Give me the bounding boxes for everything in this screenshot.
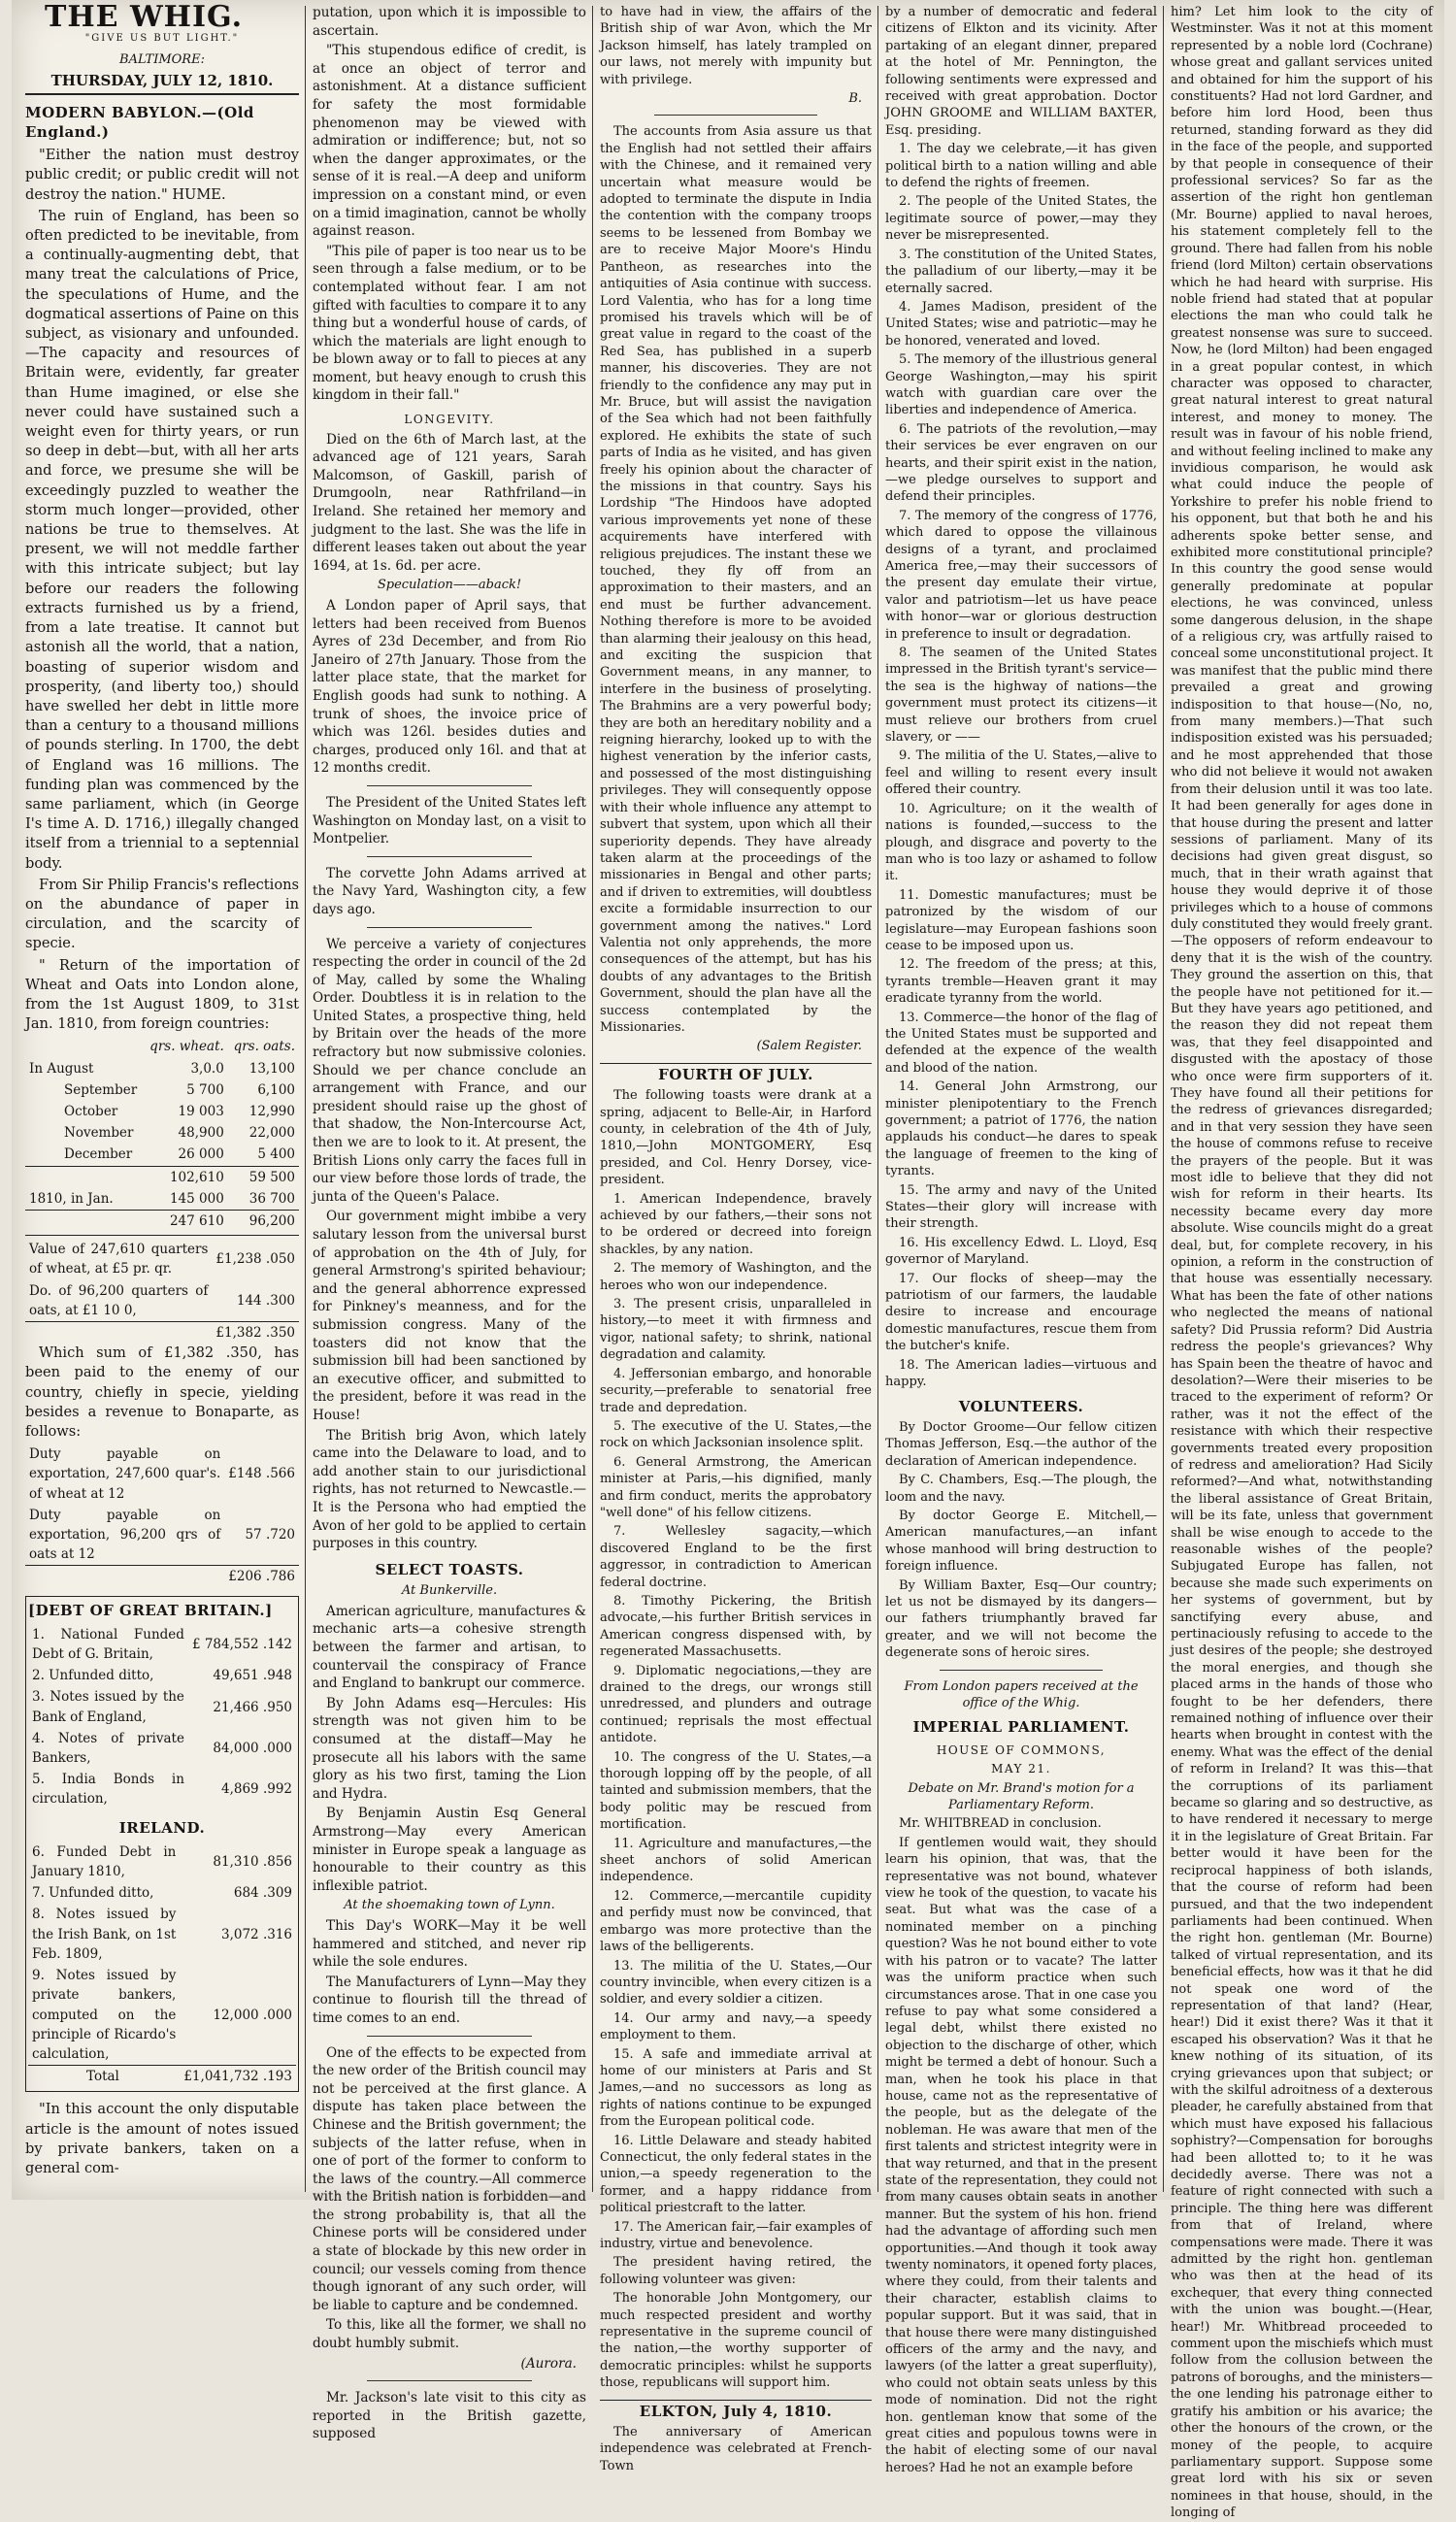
- section-title: ELKTON, July 4, 1810.: [600, 2400, 872, 2420]
- toast-item: 4. Jeffersonian embargo, and honorable security,—preferable to senatorial free trade and depredation.: [600, 1366, 872, 1415]
- column-4: [885, 4, 1157, 2475]
- section-subtitle: At Bunkerville.: [401, 1583, 498, 1599]
- toast-item: 6. General Armstrong, the American minister at Paris,—his dignified, manly and firm conduct, merits the approbatory "well done" of his fellow citizens.: [600, 1454, 872, 1520]
- toast-item: 9. The militia of the U. States,—alive to feel and willing to resent every insult offered their country.: [885, 748, 1157, 798]
- table-row: November 48,900 22,000: [64, 1125, 295, 1142]
- paragraph: putation, upon which it is impossible to ascertain.: [313, 5, 586, 39]
- paragraph: By John Adams esq—Hercules: His strength was not given him to be consumed at the distaff—May he prosecute all his labors with the same glory as his two first, taming the Lion and Hydra.: [313, 1695, 586, 1802]
- paragraph: The anniversary of American independence was celebrated at French-Town: [600, 2425, 872, 2473]
- table-row: In August 3,0.0 13,100: [29, 1060, 295, 1077]
- paragraph: The President of the United States left Washington on Monday last, on a visit to Montpelier.: [313, 794, 586, 847]
- source-note: From London papers received at the office of the Whig.: [904, 1678, 1139, 1710]
- section-title: VOLUNTEERS.: [958, 1397, 1084, 1415]
- dateline-date: THURSDAY, JULY 12, 1810.: [25, 71, 299, 95]
- grain-table: qrs. wheat. qrs. oats. In August 3,0.0 13,100 September 5 700 6,100 October 19 003 12,990 November 48,900 22,000 December 26 000 5 400 102,610 59 500 1810, in Jan. 145 000 36 700 247 610 96,200: [25, 1036, 299, 1232]
- toast-item: 15. A safe and immediate arrival at home of our ministers at Paris and St James,—and no successors as long as rights of nations continue to be expunged from the European political code.: [600, 2046, 872, 2130]
- toast-item: 18. The American ladies—virtuous and happy.: [885, 1357, 1157, 1390]
- table-row: Total £1,041,732 .193: [28, 2066, 296, 2088]
- paragraph: Which sum of £1,382 .350, has been paid to the enemy of our country, chiefly in specie, yielding besides a revenue to Bonaparte, as follows:: [25, 1344, 299, 1441]
- ireland-table: [28, 1842, 296, 2087]
- debt-title: [DEBT OF GREAT BRITAIN.]: [28, 1601, 273, 1619]
- table-row: 1810, in Jan. 145 000 36 700: [29, 1190, 295, 1207]
- table-row: Do. of 96,200 quarters of oats, at £1 10 0, 144 .300: [29, 1282, 295, 1318]
- table-row: Duty payable on exportation, 247,600 quar's. of wheat at 12 £148 .566: [29, 1446, 295, 1502]
- paragraph: Mr. Jackson's late visit to this city as reported in the British gazette, supposed: [313, 2390, 586, 2442]
- section-title: Speculation——aback!: [377, 578, 522, 593]
- toast-item: 15. The army and navy of the United States—their glory will increase with their strength.: [885, 1182, 1157, 1232]
- column-1: [25, 0, 299, 2194]
- value-table: [25, 1239, 299, 1344]
- toast-item: 10. Agriculture; on it the wealth of nations is founded,—success to the plough, and disgrace and poverty to the man who is too lazy or ashamed to follow it.: [885, 801, 1157, 884]
- column-2: [313, 4, 586, 2442]
- paragraph: By Benjamin Austin Esq General Armstrong—May every American minister in Europe speak a language as honourable to their country as this inflexible patriot.: [313, 1806, 586, 1894]
- column-5: [1171, 4, 1433, 2521]
- toast-item: 9. Diplomatic negociations,—they are drained to the dregs, our wrongs still unredressed, and plunders and outrage continued; reprisals the most effectual antidote.: [600, 1663, 872, 1746]
- paragraph: Died on the 6th of March last, at the advanced age of 121 years, Sarah Malcomson, of Gaskill, parish of Drumgooln, near Rathfriland—in Ireland. She retained her memory and judgment to the last. She was the life in different leases taken out about the year 1694, at 1s. 6d. per acre.: [313, 431, 586, 574]
- toast-item: By Doctor Groome—Our fellow citizen Thomas Jefferson, Esq.—the author of the declaration of American independence.: [885, 1419, 1157, 1469]
- section-date: MAY 21.: [991, 1762, 1051, 1776]
- paragraph: We perceive a variety of conjectures respecting the order in council of the 2d of May, called by some the Whaling Order. Doubtless it is in relation to the United States, a prospective thing, held by Britain over the heads of the more refractory but now submissive colonies. Should we per chance conclude an arrangement with France, and our president should raise up the ghost of that shadow, the Non-Intercourse Act, then we are to look to it. At present, the British Lions only carry the faces full in our view before those lords of trade, the junta of the Queen's Palace.: [313, 936, 586, 1205]
- paragraph: The following toasts were drank at a spring, adjacent to Belle-Air, in Harford county, in celebration of the 4th of July, 1810,—John MONTGOMERY, Esq presided, and Col. Henry Dorsey, vice-president.: [600, 1088, 872, 1188]
- section-subtitle: At the shoemaking town of Lynn.: [344, 1898, 555, 1913]
- paragraph: him? Let him look to the city of Westminster. Was it not at this moment represented by a noble lord (Cochrane) whose great and gallant services united and obtained for him the support of his constituents? Had not lord Gardner, and before him lord Hood, been thus returned, standing forward as they did in the face of the people, and supported by that people in consequence of their professional services? So far as the assertion of the right hon gentleman (Mr. Bourne) applied to naval heroes, his statement completely fell to the ground. There had fallen from his noble friend (lord Milton) certain observations which he had heard with surprise. His noble friend had stated that at popular elections the man who could talk he greatest nonsense was sure to succeed. Now, he (lord Milton) had been engaged in a great popular contest, in which character was opposed to character, great natural interest to great natural interest, and money to money. The result was in favour of his noble friend, and without feeling inclined to make any invidious comparison, he would ask what could induce the people of Yorkshire to prefer his noble friend to his opponent, but that both he and his adherents spoke better sense, and exhibited more constitutional principle? In this country the good sense would generally predominate at popular elections, he was convinced, unless some dangerous delusion, in the shape of a religious cry, was artfully raised to conceal some unconstitutional project. It was manifest that the public mind there prevailed a great and growing indisposition to that house—(No, no, from many members.)—That such indisposition existed was his persuaded; and he most apprehended that those who did not believe it would not awaken from their delusion until it was too late. It had been generally for ages done in that house during the present and latter sessions of parliament. Many of its decisions had given great disgust, so much, that in their wrath against that house they would deprive it of those privileges which to a house of commons duly constituted they would freely grant.—The opposers of reform endeavour to deny that it is the wish of the country. They ground the assertion on this, that the people have not petitioned for it.—But they have years ago petitioned, and the reason they did not repeat them was, that they feel disappointed and disgusted with the apostacy of those who once were firm supporters of it. They have found all their petitions for the redress of grievances disregarded; and in that very session they have seen the house of commons refuse to receive the prayers of the people. But it was most idle to believe that they did not wish for reform in their hearts. Its necessity became every day more absolute. Wise councils might do a great deal, but, for complete recovery, in his opinion, a reform in the construction of that house was essentially necessary. What has been the fate of other nations who neglected the means of national safety? Did Prussia reform? Did Austria redress the people's grievances? Why has Spain been the theatre of havoc and desolation?—Were their miseries to be traced to the experiment of reform? Or rather, was it not the effect of the resistance with which their respective governments treated every proposition of redress and amelioration? Had Sicily reformed?—And what, notwithstanding the liberal assistance of Great Britain, will be its fate, unless that government shall be wise enough to accede to the reasonable wishes of the people? Subjugated Europe has fallen, not because she made such experiments on her systems of government, but by sanctifying every abuse, and pertinaciously refusing to accede to the just desires of the people; she destroyed the moral energies, and though she placed arms in the hands of those who fought to be her defenders, there remained nothing of influence over their hearts when brought in contest with the enemy. What was the effect of the denial of reform in Ireland? It was this—that the corruptions of its parliament became so glaring and so destructive, as to have rendered it necessary to merge it in the legislature of Great Britain. Far better would it have been for the reciprocal happiness of both islands, that the course of reform had been pursued, and that the two independent parliaments had been continued. When the right hon. gentleman (Mr. Bourne) talked of virtual representation, and its beneficial effects, how was it that he did not speak one word of the representation of that land? (Hear, hear!) Did it exist there? Was it that it escaped his observation? Was it that he knew nothing of its situation, of its crying grievances upon that subject; or with the skilful adroitness of a dexterous pleader, he carefully abstained from that which must have exposed his fallacious sophistry?—Compensation for boroughs had been allotted to; to it he was decidedly averse. There was not a feature of right connected with such a principle. The thing here was different from that of Ireland, where compensations were made. There it was admitted by the right hon. gentleman who was then at the head of its exchequer, that every thing connected with the union was bought.—(Hear, hear!) Mr. Whitbread proceeded to comment upon the mischiefs which must follow from the collusion between the patrons of boroughs, and the ministers—the one lending his patronage either to gratify his ambition or his avarice; the other the honours of the crown, or the money of the people, to acquire parliamentary support. Suppose some great lord with his six or seven nominees in that house, should, in the longing of: [1171, 5, 1433, 2521]
- toast-item: 8. The seamen of the United States impressed in the British tyrant's service—the sea is the highway of nations—the government must protect its citizens—it must relieve our brothers from cruel slavery, or ——: [885, 646, 1157, 746]
- masthead-motto: "GIVE US BUT LIGHT.": [84, 33, 240, 45]
- toast-item: 11. Agriculture and manufactures,—the sheet anchors of solid American independence.: [600, 1836, 872, 1885]
- section-title: LONGEVITY.: [404, 413, 495, 427]
- section-subtitle: Debate on Mr. Brand's motion for a Parliamentary Reform.: [908, 1780, 1135, 1813]
- column-3: [600, 4, 872, 2473]
- table-row: Value of 247,610 quarters of wheat, at £5 pr. qr. £1,238 .050: [29, 1242, 295, 1278]
- paragraph: "In this account the only disputable article is the amount of notes issued by private bankers, taken on a general com-: [25, 2101, 299, 2176]
- toast-item: 2. The memory of Washington, and the heroes who won our independence.: [600, 1261, 872, 1293]
- toast-item: 14. General John Armstrong, our minister plenipotentiary to the French government; a patriot of 1776, the nation applauds his conduct—he dares to speak the language of freemen to the king of tyrants.: [885, 1079, 1157, 1179]
- signature: (Aurora.: [520, 2355, 577, 2372]
- paragraph: "This pile of paper is too near us to be seen through a false medium, or to be contemplated without fear. I am not gifted with faculties to compare it to any thing but a wonderful house of cards, of which the materials are light enough to be blown away or to fall to pieces at any moment, but heavy enough to crush this kingdom in their fall.": [313, 243, 586, 404]
- table-row: October 19 003 12,990: [64, 1103, 295, 1119]
- toast-item: 6. The patriots of the revolution,—may their services be ever engraven on our hearts, and their spirit exist in the nation,—we pledge ourselves to support and defend their principles.: [885, 421, 1157, 505]
- toast-item: 16. His excellency Edwd. L. Lloyd, Esq governor of Maryland.: [885, 1235, 1157, 1268]
- paragraph: The Manufacturers of Lynn—May they continue to flourish till the thread of time comes to an end.: [313, 1974, 586, 2026]
- toast-item: 1. The day we celebrate,—it has given political birth to a nation willing and able to defend the rights of freemen.: [885, 142, 1157, 191]
- newspaper-page: [12, 0, 1444, 2521]
- toast-item: 5. The executive of the U. States,—the rock on which Jacksonian insolence split.: [600, 1418, 872, 1451]
- toast-item: 3. The present crisis, unparalleled in history,—to meet it with firmness and vigor, national safety; to shrink, national degradation and calamity.: [600, 1297, 872, 1363]
- column-rule: [1163, 6, 1164, 2192]
- table-row: September 5 700 6,100: [64, 1081, 295, 1098]
- paragraph: Our government might imbibe a very salutary lesson from the universal burst of approbation on the 4th of July, for general Armstrong's spirited behaviour; and the general abhorrence expressed for Pinkney's meanness, and for the submission congress. Many of the toasters did not know that the submission bill had been sanctioned by an executive officer, and submitted to the president, before it was read in the House!: [313, 1209, 586, 1423]
- paragraph: " Return of the importation of Wheat and Oats into London alone, from the 1st August 1809, to 31st Jan. 1810, from foreign countries:: [25, 956, 299, 1033]
- toast-item: 5. The memory of the illustrious general George Washington,—may his spirit watch with guardian care over the liberties and independence of America.: [885, 352, 1157, 418]
- paragraph: From Sir Philip Francis's reflections on the abundance of paper in circulation, and the scarcity of specie.: [25, 876, 299, 952]
- paragraph: If gentlemen would wait, they should learn his opinion, that was, that the representative was not bound, whatever view he took of the question, to vacate his seat. But what was the case of a nominated member on a pinching question? Was he not bound either to vote with his patron or to vacate? The latter was the uniform practice when such circumstances arose. That in one case you refuse to pay what some considered a legal debt, whilst there existed no objection to the discharge of other, which might be termed a debt of honour. Such a man, when he took his place in that house, came not as the representative of the people, but as the delegate of the nobleman. He was aware that men of the first talents and strictest integrity were in that way returned, and that in the present state of the representation, they could not from many causes obtain seats in another manner. But the system of his hon. friend had the advantage of affording such men opportunities.—And though it took away twenty nominators, it opened forty places, where they could, from their talents and their character, establish claims to popular support. But it was said, that in that house there were many distinguished officers of the army and the navy, and lawyers (of the latter a great superfluity), who could not obtain seats unless by this mode of nomination. Did not the right hon. gentleman know that some of the great cities and populous towns were in the habit of electing some of our naval heroes? Had he not an example before: [885, 1835, 1157, 2475]
- table-row: 247 610 96,200: [25, 1210, 299, 1232]
- toast-item: 4. James Madison, president of the United States; wise and patriotic—may he be honored, venerated and loved.: [885, 299, 1157, 348]
- toast-item: 11. Domestic manufactures; must be patronized by the wisdom of our legislature—may European fashions soon cease to be imposed upon us.: [885, 887, 1157, 953]
- paragraph: A London paper of April says, that letters had been received from Buenos Ayres of 23d December, and from Rio Janeiro of 27th January. Those from the latter place state, that the market for English goods had sunk to nothing. A trunk of shoes, the invoice price of which was 126l. besides duties and charges, produced only 16l. and that at 12 months credit.: [313, 598, 586, 777]
- table-row: 4. Notes of private Bankers, 84,000 .000: [32, 1730, 292, 1767]
- debt-table: [28, 1624, 296, 1810]
- column-rule: [305, 6, 306, 2192]
- epigraph: "Either the nation must destroy public credit; or public credit will not destroy the nation." HUME.: [25, 147, 299, 203]
- article-title: MODERN BABYLON.—(Old England.): [25, 103, 254, 142]
- toast-item: By William Baxter, Esq—Our country; let us not be dismayed by its dangers—our fathers triumphantly braved far greater, and we will not become the degenerate sons of heroic sires.: [885, 1577, 1157, 1661]
- paragraph: "This stupendous edifice of credit, is at once an object of terror and astonishment. At a distance sufficient for safety the most formidable phenomenon may be viewed with admiration or indifference; but, not so when the danger approximates, or the sense of it is real.—A deep and uniform impression on a constant mind, or even on a timid imagination, cannot be wholly against reason.: [313, 43, 586, 240]
- signature: B.: [848, 91, 862, 107]
- toast-item: 1. American Independence, bravely achieved by our fathers,—their sons not to be ordered or decreed into foreign shackles, by any nation.: [600, 1191, 872, 1257]
- toast-item: By doctor George E. Mitchell,—American manufactures,—an infant whose manhood will bring destruction to foreign influence.: [885, 1508, 1157, 1575]
- paragraph: American agriculture, manufactures & mechanic arts—a cohesive strength between the farmer and artisan, to countervail the conspiracy of France and England to bankrupt our commerce.: [313, 1603, 586, 1692]
- table-row: 9. Notes issued by private bankers, computed on the principle of Ricardo's calculation, 12,000 .000: [32, 1968, 292, 2062]
- toast-item: 13. The militia of the U. States,—Our country invincible, when every citizen is a soldier, and every soldier a citizen.: [600, 1958, 872, 2008]
- paragraph: The corvette John Adams arrived at the Navy Yard, Washington city, a few days ago.: [313, 865, 586, 917]
- duty-table: [25, 1444, 299, 1587]
- table-row: £1,382 .350: [25, 1322, 299, 1344]
- paragraph: To this, like all the former, we shall no doubt humbly submit.: [313, 2317, 586, 2352]
- section-title: IMPERIAL PARLIAMENT.: [912, 1718, 1130, 1737]
- column-rule: [877, 6, 878, 2192]
- toast-item: 17. The American fair,—fair examples of industry, virtue and benevolence.: [600, 2219, 872, 2251]
- paragraph: The ruin of England, has been so often predicted to be inevitable, from a continually-augmenting debt, that many treat the calculations of Price, the speculations of Hume, and the dogmatical assertions of Paine on this subject, as visionary and unfounded.—The capacity and resources of Britain were, evidently, far greater than Hume imagined, or else she never could have sustained such a weight even for thirty years, or run so deep in debt—but, with all her arts and force, we presume she will be exceedingly puzzled to weather the storm much longer—provided, other nations be true to themselves. At present, we will not meddle farther with this intricate subject; but lay before our readers the following extracts furnished us by a friend, from a late treatise. It cannot but astonish all the world, that a nation, boasting of superior wisdom and prosperity, (and liberty too,) should have swelled her debt in little more than a century to a thousand millions of pounds sterling. In 1700, the debt of England was 16 millions. The funding plan was commenced by the same parliament, which (in George I's time A. D. 1716,) illegally changed itself from a triennial to a septennial body.: [25, 207, 299, 872]
- ireland-title: IRELAND.: [118, 1818, 206, 1837]
- table-row: 5. India Bonds in circulation, 4,869 .992: [32, 1772, 292, 1808]
- column-rule: [592, 6, 593, 2192]
- table-row: 3. Notes issued by the Bank of England, 21,466 .950: [32, 1689, 292, 1725]
- paragraph: The accounts from Asia assure us that the English had not settled their affairs with the Chinese, and it remained very uncertain what measure would be adopted to terminate the dispute in India the contention with the company troops seems to be lessened from Bombay we are to receive Major Moore's Hindu Pantheon, as researches into the antiquities of Asia continue with success. Lord Valentia, who has for a long time promised his travels which will be of great value in regard to the coast of the Red Sea, has published in a superb manner, his discoveries. They are not friendly to the confidence any may put in Mr. Bruce, but will assist the navigation of the Sea which had not been faithfully explored. He exhibits the state of such parts of India as he visited, and has given freely his opinion about the character of the missions in that country. Says his Lordship "The Hindoos have adopted various improvements yet none of these acquirements have interfered with religious prejudices. The instant these we touched, they fly off from an approximation to their masters, and an end must be further advancement. Nothing therefore is more to be avoided than alarming their jealousy on this head, and exciting the suspicion that Government means, in any manner, to interfere in the business of proselyting. The Brahmins are a very powerful body; they are both an hereditary nobility and a reigning hierarchy, looked up to with the highest veneration by the inferior casts, and possessed of the most distinguishing privileges. They will consequently oppose with their whole influence any attempt to subvert that system, upon which all their superiority depends. They have already taken alarm at the proceedings of the missionaries in Bengal and other parts; and if driven to extremities, will doubtless excite a formidable insurrection to our government among the natives." Lord Valentia not only apprehends, the more consequences of the attempt, but has his doubts of any advantages to the British Government, should the plan have all the success contemplated by the Missionaries.: [600, 124, 872, 1035]
- paragraph: Mr. WHITBREAD in conclusion.: [899, 1816, 1102, 1832]
- toast-item: 12. The freedom of the press; at this, tyrants tremble—Heaven grant it may eradicate tyranny from the world.: [885, 957, 1157, 1007]
- table-row: 8. Notes issued by the Irish Bank, on 1st Feb. 1809, 3,072 .316: [32, 1907, 292, 1962]
- paragraph: by a number of democratic and federal citizens of Elkton and its vicinity. After partaking of an elegant dinner, prepared at the hotel of Mr. Pennington, the following sentiments were expressed and received with great approbation. Doctor JOHN GROOME and WILLIAM BAXTER, Esq. presiding.: [885, 5, 1157, 138]
- toast-item: 10. The congress of the U. States,—a thorough lopping off by the people, of all tainted and submission members, that the body politic may be rescued from mortification.: [600, 1749, 872, 1833]
- paragraph: This Day's WORK—May it be well hammered and stitched, and never rip while the sole endures.: [313, 1917, 586, 1971]
- toast-item: 14. Our army and navy,—a speedy employment to them.: [600, 2010, 872, 2043]
- masthead-title: THE WHIG.: [45, 0, 244, 34]
- section-subtitle: HOUSE OF COMMONS,: [936, 1742, 1107, 1757]
- table-row: 2. Unfunded ditto, 49,651 .948: [32, 1668, 292, 1684]
- toast-item: 3. The constitution of the United States, the palladium of our liberty,—may it be eternally sacred.: [885, 247, 1157, 296]
- table-row: £206 .786: [25, 1566, 299, 1588]
- paragraph: The honorable John Montgomery, our much respected president and worthy representative in the supreme council of the nation,—the worthy supporter of democratic principles: whilst he supports those, republicans will support him.: [600, 2291, 872, 2391]
- section-title: SELECT TOASTS.: [375, 1560, 524, 1578]
- paragraph: to have had in view, the affairs of the British ship of war Avon, which the Mr Jackson himself, has lately trampled on our laws, not merely with impunity but with privilege.: [600, 5, 872, 87]
- toast-item: 7. The memory of the congress of 1776, which dared to oppose the villainous designs of a tyrant, and proclaimed America free,—may their successors of the present day emulate their virtue, valor and patriotism—let us have peace with honor—war or glorious destruction in preference to insult or degradation.: [885, 508, 1157, 642]
- paragraph: The president having retired, the following volunteer was given:: [600, 2255, 872, 2287]
- toast-item: By C. Chambers, Esq.—The plough, the loom and the navy.: [885, 1473, 1157, 1505]
- toast-item: 16. Little Delaware and steady habited Connecticut, the only federal states in the union,—a speedy regeneration to the former, and a happy riddance from political priestcraft to the latter.: [600, 2133, 872, 2216]
- table-row: 7. Unfunded ditto, 684 .309: [32, 1885, 292, 1902]
- table-row: Duty payable on exportation, 96,200 qrs of oats at 12 57 .720: [29, 1507, 295, 1563]
- dateline-place: BALTIMORE:: [119, 52, 205, 68]
- table-row: 102,610 59 500: [25, 1166, 299, 1188]
- debt-box: [25, 1596, 299, 2093]
- signature: (Salem Register.: [756, 1039, 862, 1054]
- toast-item: 8. Timothy Pickering, the British advocate,—his further British services in American congress dispensed with, by regenerated Massachusetts.: [600, 1593, 872, 1660]
- paragraph: One of the effects to be expected from the new order of the British council may not be perceived at the first glance. A dispute has taken place between the Chinese and the British government; the subjects of the latter refuse, when in one of port of the former to conform to the laws of the country.—All commerce with the British nation is forbidden—and the strong probability is, that all the Chinese ports will be considered under a state of blockade by this new order in council; our vessels coming from thence though ignorant of any such order, will be liable to capture and be condemned.: [313, 2044, 586, 2313]
- paragraph: The British brig Avon, which lately came into the Delaware to load, and to add another stain to our jurisdictional rights, has not returned to Newcastle.—It is the Persona who had emptied the Avon of her gold to be applied to certain purposes in this country.: [313, 1427, 586, 1552]
- table-row: December 26 000 5 400: [64, 1146, 295, 1163]
- table-row: 1. National Funded Debt of G. Britain, £ 784,552 .142: [32, 1626, 292, 1663]
- toast-item: 7. Wellesley sagacity,—which discovered England to be the first aggressor, in contradiction to American federal doctrine.: [600, 1524, 872, 1590]
- toast-item: 13. Commerce—the honor of the flag of the United States must be supported and defended at the expence of the wealth and blood of the nation.: [885, 1010, 1157, 1076]
- toast-item: 12. Commerce,—mercantile cupidity and perfidy must now be convinced, that embargo was more protective than the laws of the belligerents.: [600, 1888, 872, 1955]
- table-row: 6. Funded Debt in January 1810, 81,310 .856: [32, 1843, 292, 1880]
- section-title: FOURTH OF JULY.: [600, 1063, 872, 1083]
- toast-item: 17. Our flocks of sheep—may the patriotism of our farmers, the laudable desire to increase and encourage domestic manufactures, rescue them from the butcher's knife.: [885, 1271, 1157, 1354]
- toast-item: 2. The people of the United States, the legitimate source of power,—may they never be misrepresented.: [885, 194, 1157, 244]
